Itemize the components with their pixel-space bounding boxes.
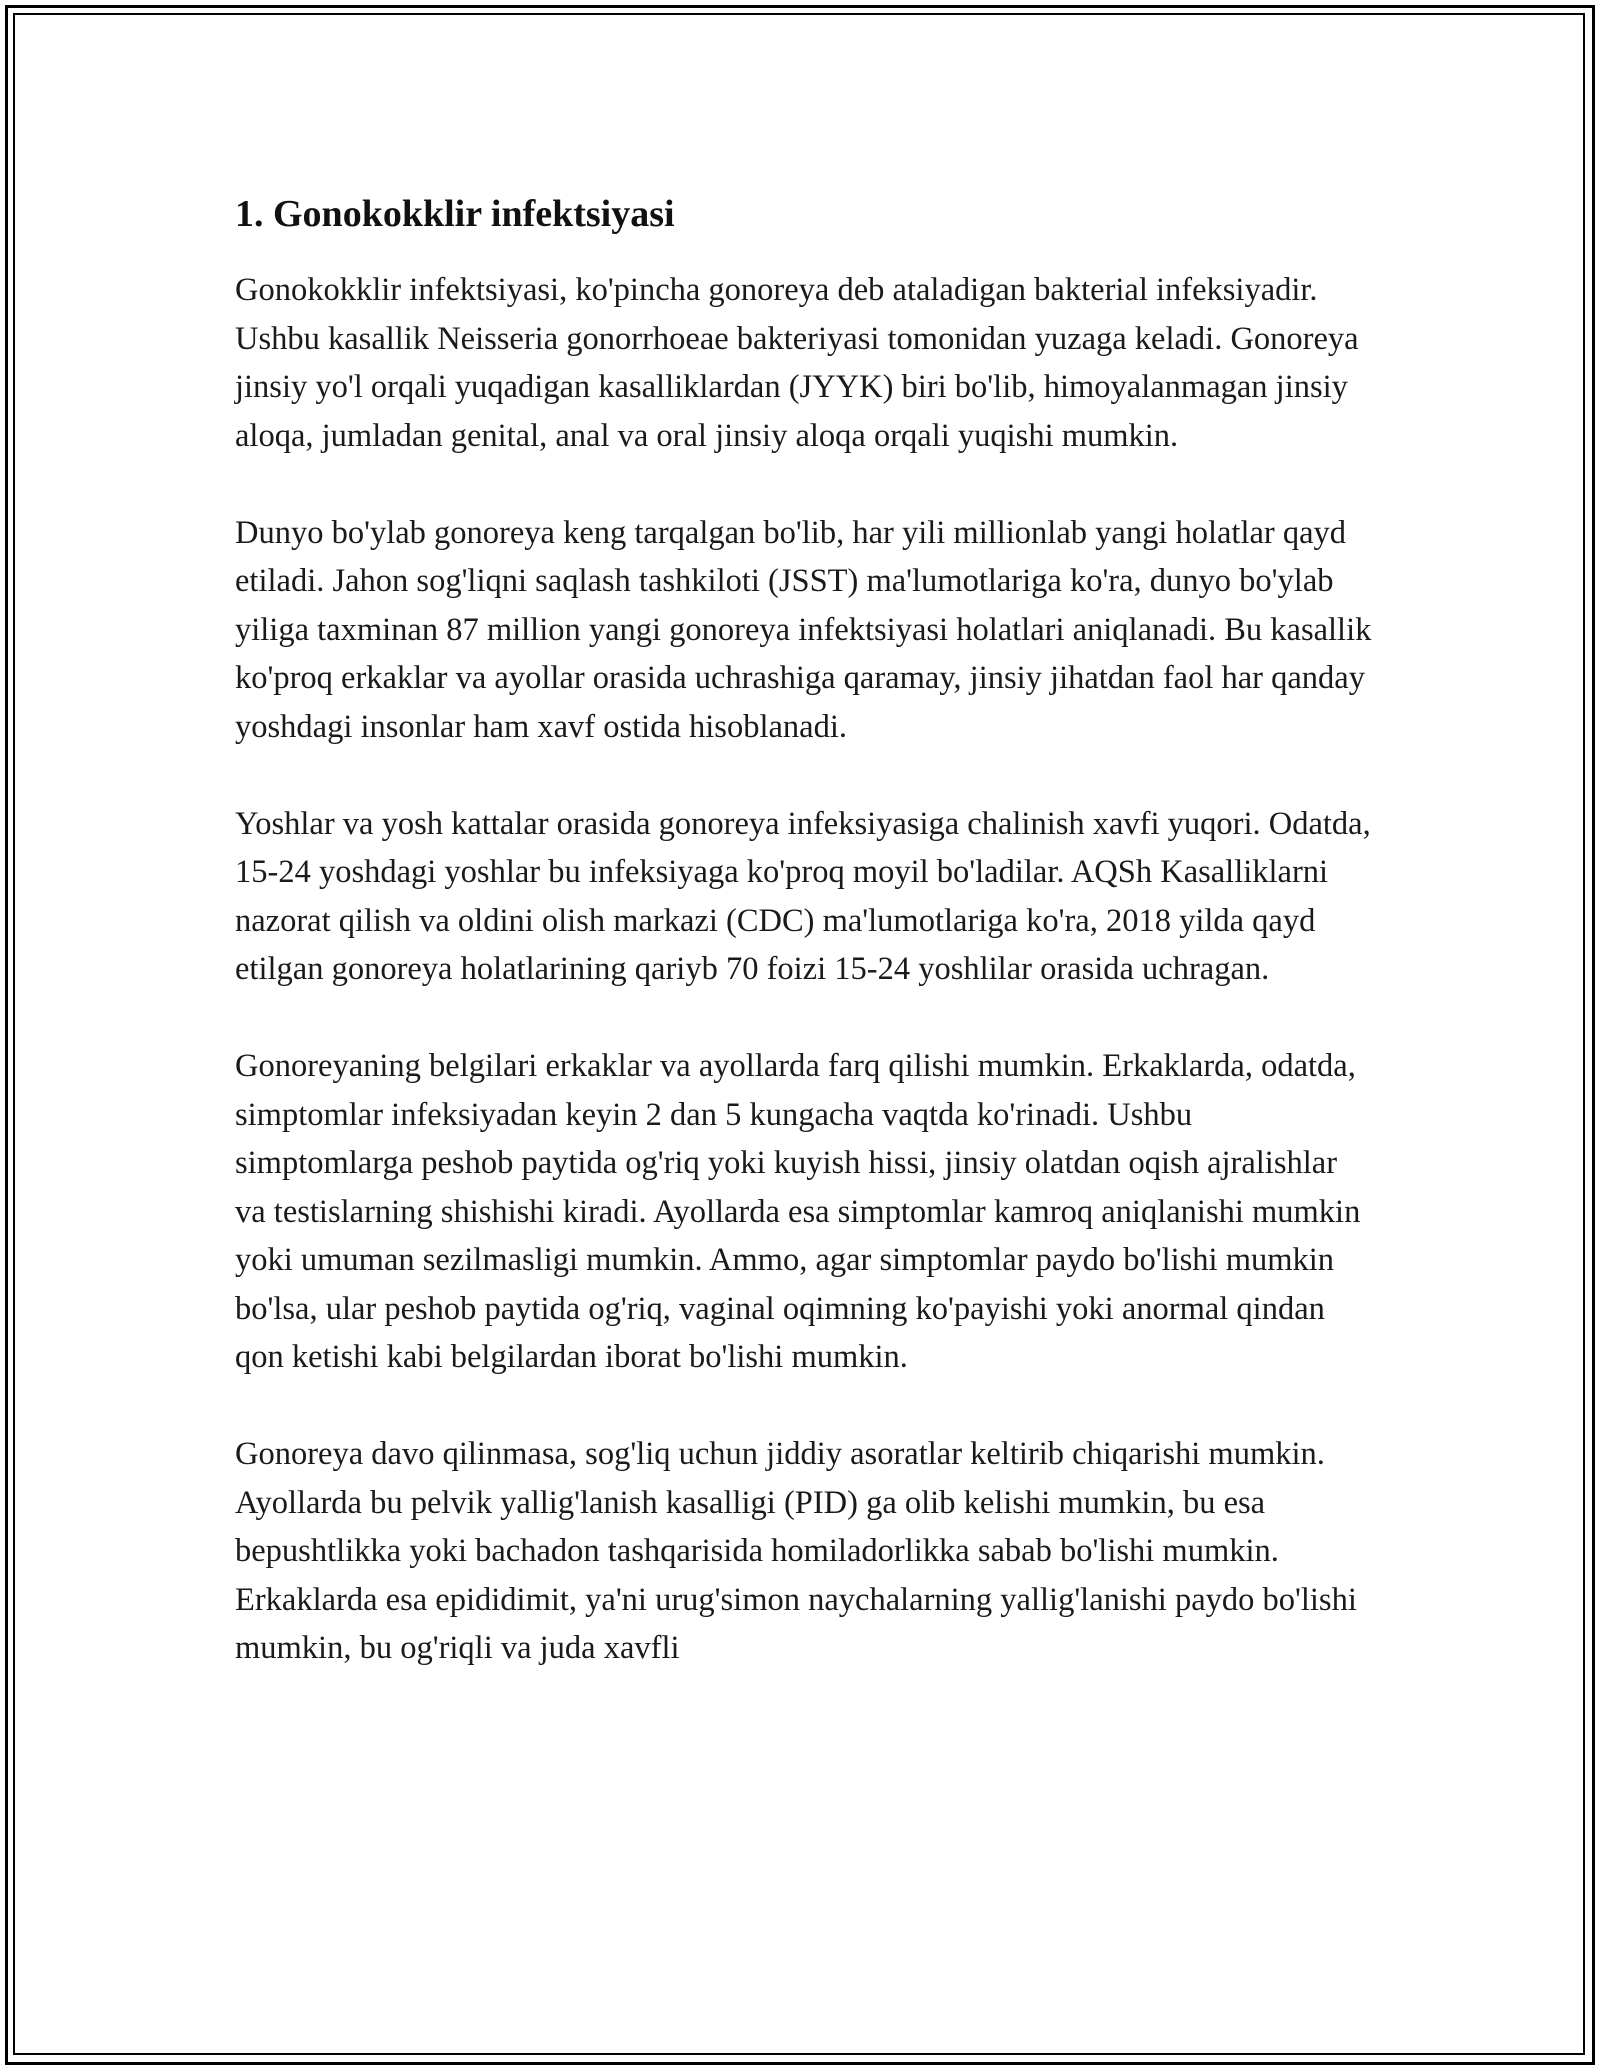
section-heading: 1. Gonokokklir infektsiyasi bbox=[235, 193, 675, 235]
paragraph-youth-risk: Yoshlar va yosh kattalar orasida gonoreya infeksiyasiga chalinish xavfi yuqori. Odatda, 15-24 yoshdagi yoshlar bu infeksiyaga ko'proq moyil bo'ladilar. AQSh Kasalliklarni nazorat qilish va oldini olish markazi (CDC) ma'lumotlariga ko'ra, 2018 yilda qayd etilgan gonoreya holatlarining qariyb 70 foizi 15-24 yoshlilar orasida uchragan. bbox=[235, 805, 1371, 987]
paragraph-complications: Gonoreya davo qilinmasa, sog'liq uchun jiddiy asoratlar keltirib chiqarishi mumkin. Ayollarda bu pelvik yallig'lanish kasalligi (PID) ga olib kelishi mumkin, bu esa bepushtlikka yoki bachadon tashqarisida homiladorlikka sabab bo'lishi mumkin. Erkaklarda esa epididimit, ya'ni urug'simon naychalarning yallig'lanishi paydo bo'lishi mumkin, bu og'riqli va juda xavfli bbox=[235, 1436, 1357, 1666]
document-body bbox=[235, 190, 1375, 1673]
paragraph-prevalence: Dunyo bo'ylab gonoreya keng tarqalgan bo'lib, har yili millionlab yangi holatlar qayd etiladi. Jahon sog'liqni saqlash tashkiloti (JSST) ma'lumotlariga ko'ra, dunyo bo'ylab yiliga taxminan 87 million yangi gonoreya infektsiyasi holatlari aniqlanadi. Bu kasallik ko'proq erkaklar va ayollar orasida uchrashiga qaramay, jinsiy jihatdan faol har qanday yoshdagi insonlar ham xavf ostida hisoblanadi. bbox=[235, 514, 1372, 745]
paragraph-symptoms: Gonoreyaning belgilari erkaklar va ayollarda farq qilishi mumkin. Erkaklarda, odatda, simptomlar infeksiyadan keyin 2 dan 5 kungacha vaqtda ko'rinadi. Ushbu simptomlarga peshob paytida og'riq yoki kuyish hissi, jinsiy olatdan oqish ajralishlar va testislarning shishishi kiradi. Ayollarda esa simptomlar kamroq aniqlanishi mumkin yoki umuman sezilmasligi mumkin. Ammo, agar simptomlar paydo bo'lishi mumkin bo'lsa, ular peshob paytida og'riq, vaginal oqimning ko'payishi yoki anormal qindan qon ketishi kabi belgilardan iborat bo'lishi mumkin. bbox=[235, 1048, 1361, 1375]
paragraph-intro: Gonokokklir infektsiyasi, ko'pincha gonoreya deb ataladigan bakterial infeksiyadir. Ushbu kasallik Neisseria gonorrhoeae bakteriyasi tomonidan yuzaga keladi. Gonoreya jinsiy yo'l orqali yuqadigan kasalliklardan (JYYK) biri bo'lib, himoyalanmagan jinsiy aloqa, jumladan genital, anal va oral jinsiy aloqa orqali yuqishi mumkin. bbox=[235, 272, 1359, 454]
